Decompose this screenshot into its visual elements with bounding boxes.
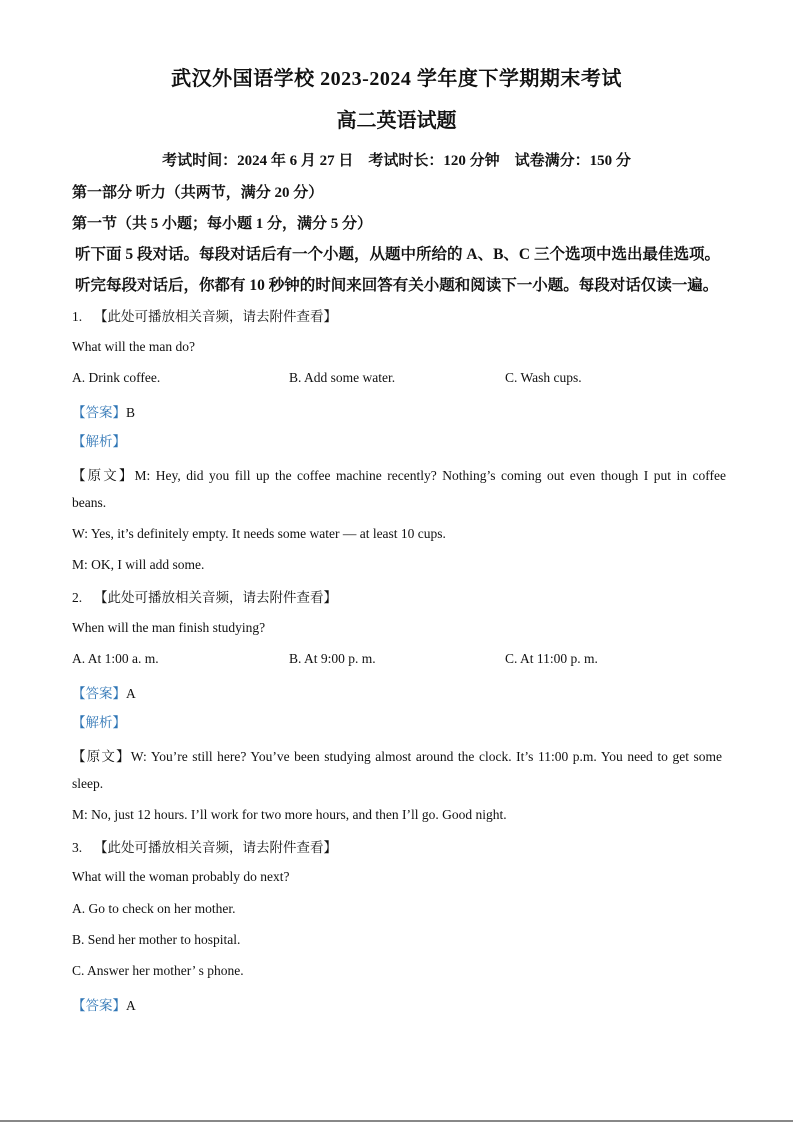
question-2-header <box>72 586 337 606</box>
question-1-option-c: C. Wash cups. <box>505 370 582 385</box>
question-1-answer <box>72 401 135 421</box>
question-2-text: When will the man finish studying? <box>72 620 266 635</box>
question-2-original-line-1: 【原文】W: You’re still here? You’ve been studying almost around the clock. It’s 11:00 p.m. You need to get some <box>72 749 723 764</box>
question-1-header <box>72 305 337 325</box>
question-3-option-a: A. Go to check on her mother. <box>72 901 236 916</box>
question-2-original-line-1b: sleep. <box>72 776 104 791</box>
audio-note: 【此处可播放相关音频，请去附件查看】 <box>94 840 337 855</box>
audio-note: 【此处可播放相关音频，请去附件查看】 <box>94 309 337 324</box>
question-1-option-a: A. Drink coffee. <box>72 370 161 385</box>
question-number: 3. <box>72 840 83 855</box>
question-1-analysis-tag: 【解析】 <box>72 434 126 449</box>
part-heading: 第一部分 听力（共两节，满分 20 分） <box>72 185 324 201</box>
question-2-original-line-2: M: No, just 12 hours. I’ll work for two more hours, and then I’ll go. Good night. <box>72 807 507 822</box>
question-2-option-a: A. At 1:00 a. m. <box>72 651 159 666</box>
answer-value: B <box>126 405 136 420</box>
answer-value: A <box>126 998 136 1013</box>
answer-tag: 【答案】 <box>72 405 126 420</box>
instruction-line-1: 听下面 5 段对话。每段对话后有一个小题，从题中所给的 A、B、C 三个选项中选出最佳选项。 <box>75 246 720 263</box>
original-tag: 【原文】 <box>72 468 135 483</box>
exam-subtitle: 高二英语试题 <box>336 110 457 132</box>
question-2-option-b: B. At 9:00 p. m. <box>289 651 376 666</box>
question-1-option-b: B. Add some water. <box>289 370 396 385</box>
question-3-option-b: B. Send her mother to hospital. <box>72 932 241 947</box>
question-1-text: What will the man do? <box>72 339 195 354</box>
exam-meta: 考试时间：2024 年 6 月 27 日 考试时长：120 分钟 试卷满分：150 分 <box>162 153 631 169</box>
question-3-header <box>72 836 337 856</box>
question-1-original-line-1b: beans. <box>72 495 107 510</box>
question-3-text: What will the woman probably do next? <box>72 869 290 884</box>
question-1-original-line-2: W: Yes, it’s definitely empty. It needs some water — at least 10 cups. <box>72 526 446 541</box>
answer-value: A <box>126 686 136 701</box>
question-2-option-c: C. At 11:00 p. m. <box>505 651 598 666</box>
question-1-original-line-1: 【原文】M: Hey, did you fill up the coffee machine recently? Nothing’s coming out even though I put in coffee <box>72 468 727 483</box>
question-2-answer <box>72 682 136 702</box>
question-3-option-c: C. Answer her mother’ s phone. <box>72 963 244 978</box>
question-3-answer <box>72 994 136 1014</box>
exam-title: 武汉外国语学校 2023-2024 学年度下学期期末考试 <box>171 68 622 90</box>
answer-tag: 【答案】 <box>72 998 126 1013</box>
question-number: 2. <box>72 590 83 605</box>
subsection-heading: 第一节（共 5 小题；每小题 1 分，满分 5 分） <box>72 216 373 232</box>
original-tag: 【原文】 <box>72 749 131 764</box>
question-1-original-line-3: M: OK, I will add some. <box>72 557 205 572</box>
question-number: 1. <box>72 309 83 324</box>
audio-note: 【此处可播放相关音频，请去附件查看】 <box>94 590 337 605</box>
question-2-analysis-tag: 【解析】 <box>72 715 126 730</box>
answer-tag: 【答案】 <box>72 686 126 701</box>
instruction-line-2: 听完每段对话后，你都有 10 秒钟的时间来回答有关小题和阅读下一小题。每段对话仅读一遍。 <box>75 277 719 294</box>
